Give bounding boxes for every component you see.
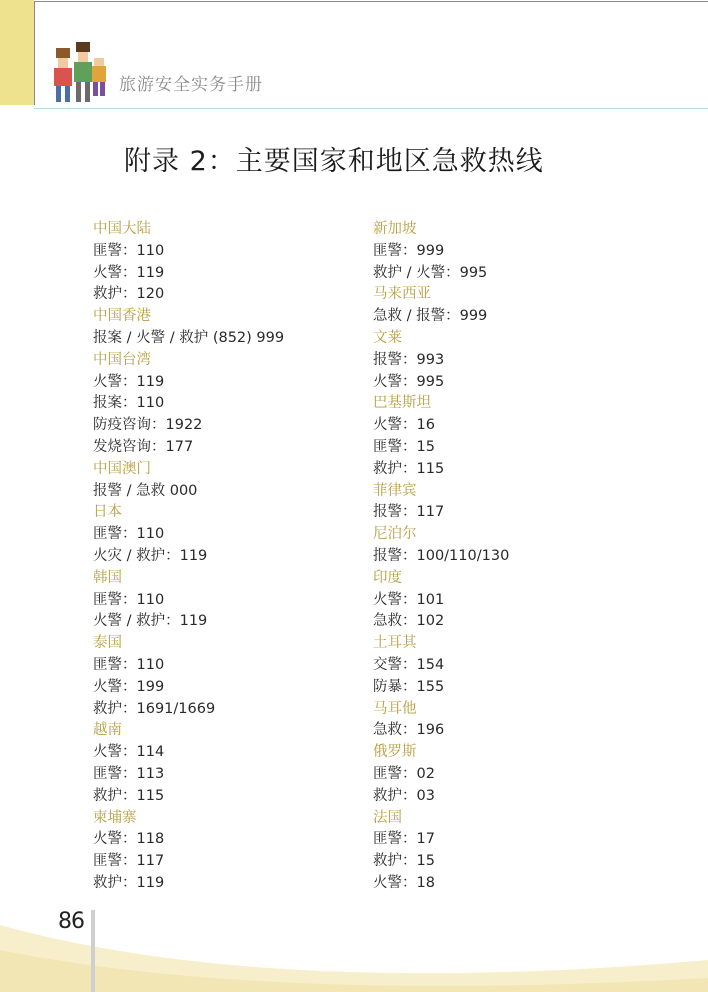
tab-border-line (34, 1, 35, 105)
header-divider (34, 108, 708, 109)
hotline-entry: 火警：119 (93, 264, 165, 281)
hotline-entry: 防暴：155 (373, 678, 445, 695)
region-heading: 马耳他 (373, 700, 417, 717)
region-heading: 法国 (373, 809, 402, 826)
hotline-entry: 报案 / 火警 / 救护 (852) 999 (93, 329, 285, 346)
region-heading: 尼泊尔 (373, 526, 417, 543)
hotline-entry: 救护：03 (373, 787, 435, 804)
hotline-entry: 救护：120 (93, 286, 165, 303)
hotline-entry: 救护 / 火警：995 (373, 264, 488, 281)
region-heading: 菲律宾 (373, 482, 417, 499)
hotline-entry: 火警：119 (93, 373, 165, 390)
hotline-entry: 报警：117 (373, 504, 445, 521)
hotline-entry: 急救 / 报警：999 (373, 308, 488, 325)
hotline-entry: 报警 / 急救 000 (93, 482, 198, 499)
right-column (373, 219, 633, 895)
hotline-entry: 救护：1691/1669 (93, 700, 216, 717)
region-heading: 中国澳门 (93, 460, 151, 477)
region-heading: 俄罗斯 (373, 744, 417, 761)
hotline-entry: 救护：119 (93, 874, 165, 891)
hotline-entry: 匪警：110 (93, 526, 165, 543)
hotline-entry: 救护：15 (373, 853, 435, 870)
page-number: 86 (58, 909, 84, 934)
hotline-entry: 匪警：110 (93, 591, 165, 608)
hotline-entry: 救护：115 (93, 787, 165, 804)
region-heading: 泰国 (93, 635, 122, 652)
hotline-entry: 匪警：113 (93, 765, 165, 782)
region-heading: 印度 (373, 569, 402, 586)
hotline-entry: 匪警：02 (373, 765, 435, 782)
hotline-entry: 匪警：117 (93, 853, 165, 870)
hotline-entry: 火警：16 (373, 417, 435, 434)
hotline-entry: 火警：995 (373, 373, 445, 390)
region-heading: 韩国 (93, 569, 122, 586)
hotline-entry: 匪警：999 (373, 242, 445, 259)
hotline-entry: 防疫咨询：1922 (93, 417, 203, 434)
hotline-entry: 火警：118 (93, 831, 165, 848)
region-heading: 马来西亚 (373, 286, 431, 303)
travelers-illustration-icon (48, 40, 112, 106)
hotline-entry: 火灾 / 救护：119 (93, 547, 208, 564)
hotline-entry: 救护：115 (373, 460, 445, 477)
corner-tab (0, 0, 34, 105)
hotline-entry: 匪警：17 (373, 831, 435, 848)
region-heading: 中国香港 (93, 308, 151, 325)
hotline-entry: 火警：101 (373, 591, 445, 608)
hotline-entry: 报案：110 (93, 395, 165, 412)
region-heading: 越南 (93, 722, 122, 739)
region-heading: 日本 (93, 504, 122, 521)
region-heading: 新加坡 (373, 221, 417, 237)
top-border-line (0, 1, 708, 2)
page-marker-bar (91, 910, 95, 992)
hotline-entry: 急救：102 (373, 613, 445, 630)
region-heading: 文莱 (373, 329, 402, 346)
region-heading: 土耳其 (373, 635, 417, 652)
page-heading: 附录 2：主要国家和地区急救热线 (124, 146, 544, 177)
hotline-entry: 报警：993 (373, 351, 445, 368)
region-heading: 中国大陆 (93, 221, 151, 237)
region-heading: 巴基斯坦 (373, 395, 431, 412)
hotline-entry: 报警：100/110/130 (373, 547, 510, 564)
region-heading: 中国台湾 (93, 351, 151, 368)
hotline-entry: 匪警：15 (373, 438, 435, 455)
hotline-entry: 交警：154 (373, 656, 445, 673)
hotline-entry: 火警：18 (373, 874, 435, 891)
left-column (93, 219, 353, 895)
hotline-entry: 匪警：110 (93, 242, 165, 259)
hotline-entry: 火警：114 (93, 744, 165, 761)
hotline-entry: 火警 / 救护：119 (93, 613, 208, 630)
region-heading: 柬埔寨 (93, 809, 137, 826)
hotline-entry: 匪警：110 (93, 656, 165, 673)
hotline-entry: 发烧咨询：177 (93, 438, 194, 455)
book-title: 旅游安全实务手册 (119, 75, 263, 95)
hotline-entry: 急救：196 (373, 722, 445, 739)
bottom-wave-decoration (0, 880, 708, 992)
hotline-entry: 火警：199 (93, 678, 165, 695)
